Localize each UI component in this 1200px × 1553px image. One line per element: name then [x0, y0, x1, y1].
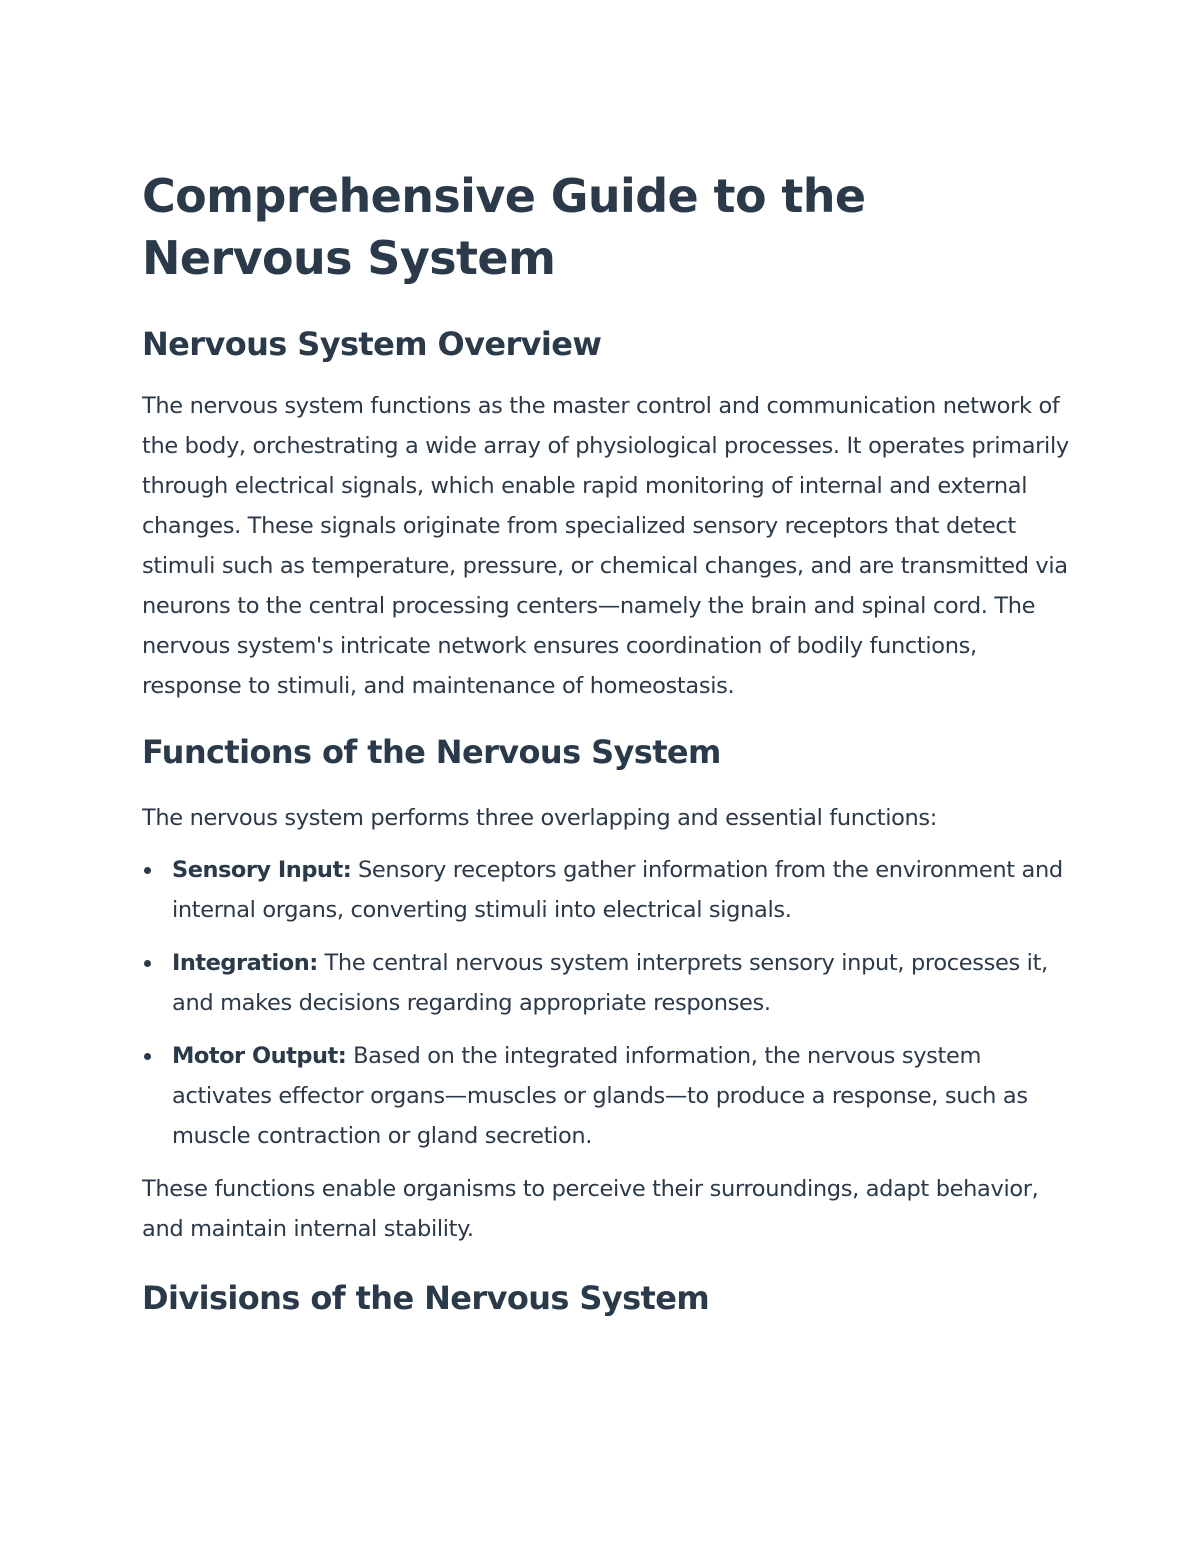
- bullet-icon: [144, 960, 151, 967]
- section-heading-overview: Nervous System Overview: [142, 325, 602, 363]
- list-item: [142, 1036, 1072, 1156]
- overview-paragraph: The nervous system functions as the master control and communication network of the body, orchestrating a wide array of physiological processes. It operates primarily through electrical signals, which enable rapid monitoring of internal and external changes. These signals originate from specialized sensory receptors that detect stimuli such as temperature, pressure, or chemical changes, and are transmitted via neurons to the central processing centers—namely the brain and spinal cord. The nervous system's intricate network ensures coordination of bodily functions, response to stimuli, and maintenance of homeostasis.: [142, 393, 1069, 699]
- section-heading-divisions: Divisions of the Nervous System: [142, 1279, 710, 1317]
- document-page: [142, 165, 1072, 1318]
- list-item-term: Integration:: [172, 950, 318, 976]
- bullet-icon: [144, 1053, 151, 1060]
- list-item-text: The central nervous system interprets sensory input, processes it, and makes decisions regarding appropriate responses.: [172, 950, 1048, 1016]
- list-item-text: Based on the integrated information, the nervous system activates effector organs—muscles or glands—to produce a response, such as muscle contraction or gland secretion.: [172, 1043, 1028, 1149]
- functions-list: [142, 850, 1072, 1156]
- list-item: [142, 943, 1072, 1023]
- section-heading-functions: Functions of the Nervous System: [142, 733, 721, 771]
- list-item-text: Sensory receptors gather information from the environment and internal organs, converting stimuli into electrical signals.: [172, 857, 1063, 923]
- document-title: Comprehensive Guide to the Nervous System: [142, 169, 866, 285]
- list-item-term: Sensory Input:: [172, 857, 352, 883]
- bullet-icon: [144, 867, 151, 874]
- functions-intro-paragraph: The nervous system performs three overlapping and essential functions:: [142, 805, 938, 831]
- functions-outro-paragraph: These functions enable organisms to perceive their surroundings, adapt behavior, and maintain internal stability.: [142, 1176, 1039, 1242]
- list-item-term: Motor Output:: [172, 1043, 347, 1069]
- list-item: [142, 850, 1072, 930]
